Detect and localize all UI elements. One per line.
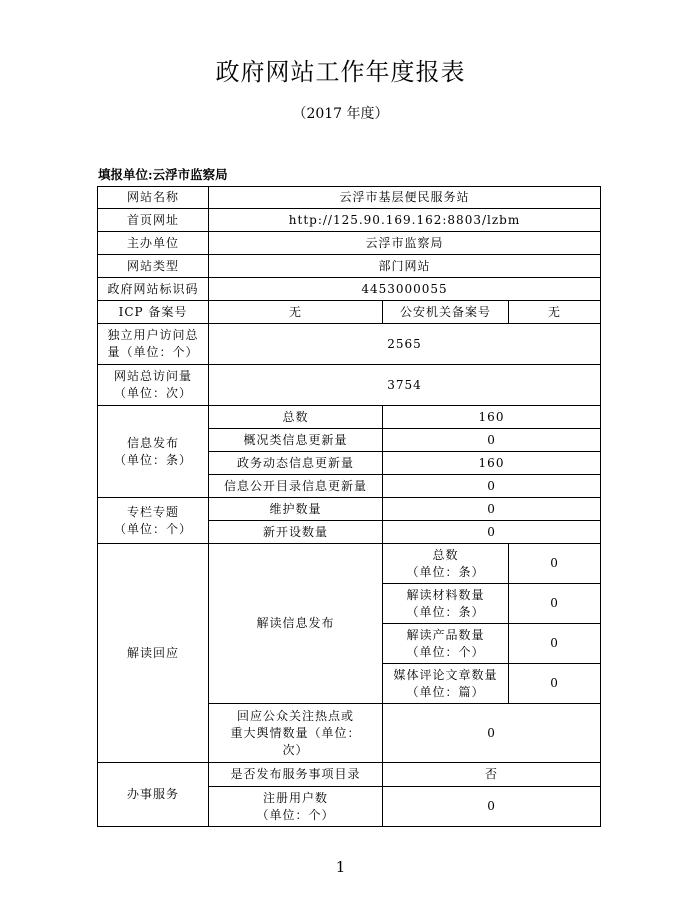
page-title: 政府网站工作年度报表 <box>215 58 466 86</box>
reporting-unit: 填报单位:云浮市监察局 <box>98 167 228 182</box>
icp-value: 无 <box>209 301 383 324</box>
interp-total-label: 总数 （单位：条） <box>383 544 509 584</box>
info-total-label: 总数 <box>209 406 383 429</box>
info-total-value: 160 <box>383 406 601 429</box>
gov-id-label: 政府网站标识码 <box>98 278 209 301</box>
sponsor-label: 主办单位 <box>98 232 209 255</box>
site-name-label: 网站名称 <box>98 187 209 209</box>
service-label: 办事服务 <box>98 763 209 827</box>
homepage-value: http://125.90.169.162:8803/lzbm <box>209 209 601 232</box>
info-gov-value: 160 <box>383 452 601 475</box>
unique-visitors-label: 独立用户访问总 量（单位：个） <box>98 324 209 365</box>
column-new-value: 0 <box>383 521 601 544</box>
interp-media-label: 媒体评论文章数量 （单位：篇） <box>383 664 509 704</box>
table-row <box>98 301 601 324</box>
homepage-label: 首页网址 <box>98 209 209 232</box>
interp-response-label: 回应公众关注热点或 重大舆情数量（单位： 次） <box>209 704 383 763</box>
table-row <box>98 324 601 365</box>
table-row <box>98 406 601 429</box>
report-year: （2017 年度） <box>292 106 389 122</box>
page-views-value: 3754 <box>209 365 601 406</box>
service-users-value: 0 <box>383 787 601 827</box>
table-row <box>98 232 601 255</box>
table-row <box>98 763 601 787</box>
interp-response-value: 0 <box>383 704 601 763</box>
site-type-value: 部门网站 <box>209 255 601 278</box>
police-record-value: 无 <box>509 301 601 324</box>
icp-label: ICP 备案号 <box>98 301 209 324</box>
info-catalog-value: 0 <box>383 475 601 498</box>
interp-material-label: 解读材料数量 （单位：条） <box>383 584 509 624</box>
interp-media-value: 0 <box>509 664 601 704</box>
site-type-label: 网站类型 <box>98 255 209 278</box>
interp-product-value: 0 <box>509 624 601 664</box>
unique-visitors-value: 2565 <box>209 324 601 365</box>
page-number: 1 <box>335 858 346 876</box>
table-row <box>98 209 601 232</box>
info-gov-label: 政务动态信息更新量 <box>209 452 383 475</box>
site-name-value: 云浮市基层便民服务站 <box>209 187 601 209</box>
police-record-label: 公安机关备案号 <box>383 301 509 324</box>
table-row <box>98 278 601 301</box>
interp-product-label: 解读产品数量 （单位：个） <box>383 624 509 664</box>
info-overview-label: 概况类信息更新量 <box>209 429 383 452</box>
interpretation-publish-label: 解读信息发布 <box>209 544 383 704</box>
service-users-label: 注册用户数 （单位：个） <box>209 787 383 827</box>
interp-material-value: 0 <box>509 584 601 624</box>
interp-total-value: 0 <box>509 544 601 584</box>
table-row <box>98 365 601 406</box>
table-row <box>98 498 601 521</box>
column-maintain-value: 0 <box>383 498 601 521</box>
info-overview-value: 0 <box>383 429 601 452</box>
info-publish-label: 信息发布 （单位：条） <box>98 406 209 498</box>
service-catalog-label: 是否发布服务事项目录 <box>209 763 383 787</box>
page-views-label: 网站总访问量 （单位：次） <box>98 365 209 406</box>
service-catalog-value: 否 <box>383 763 601 787</box>
sponsor-value: 云浮市监察局 <box>209 232 601 255</box>
table-row <box>98 544 601 584</box>
info-catalog-label: 信息公开目录信息更新量 <box>209 475 383 498</box>
interpretation-label: 解读回应 <box>98 544 209 763</box>
table-row <box>98 255 601 278</box>
table-row <box>98 187 601 209</box>
report-table <box>97 186 601 827</box>
gov-id-value: 4453000055 <box>209 278 601 301</box>
column-maintain-label: 维护数量 <box>209 498 383 521</box>
column-new-label: 新开设数量 <box>209 521 383 544</box>
column-topic-label: 专栏专题 （单位：个） <box>98 498 209 544</box>
